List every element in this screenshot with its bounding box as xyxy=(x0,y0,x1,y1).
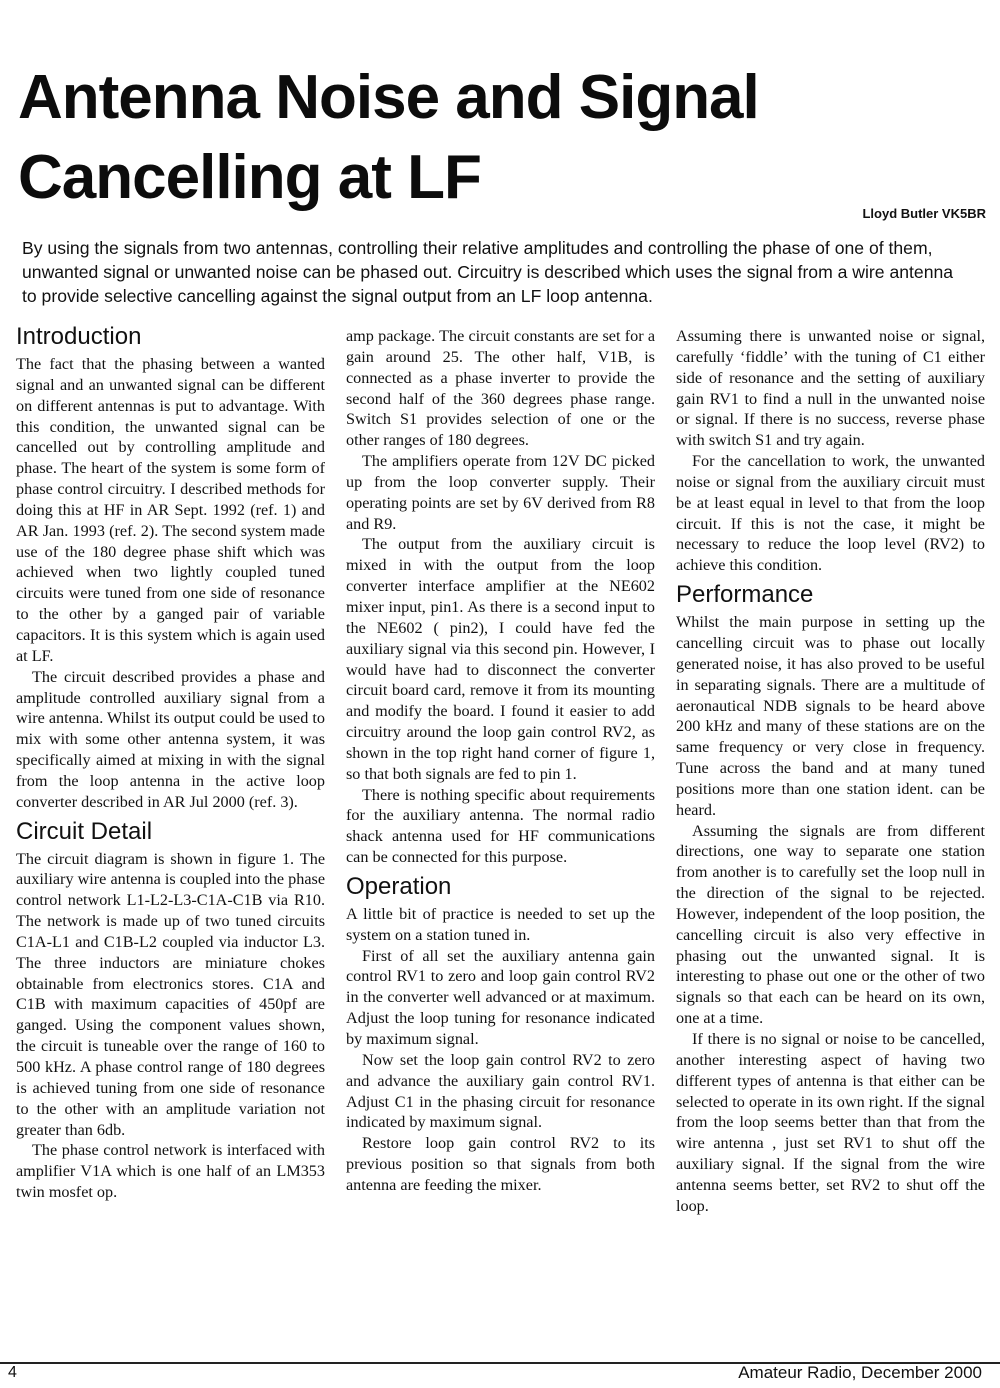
operation-paragraph: Restore loop gain control RV2 to its previous position so that signals from both antenna are feeding the mixer. xyxy=(346,1134,655,1194)
article-lead: By using the signals from two antennas, controlling their relative amplitudes and controlling the phase of one of them, unwanted signal or unwanted noise can be phased out. Circuitry is described which uses the signal from a wire antenna to provide selective cancelling against the signal output from an LF loop antenna. xyxy=(22,238,954,306)
performance-paragraph: Assuming the signals are from different directions, one way to separate one station from another is to carefully set the loop null in the direction of the signal to be rejected. However, independent of the loop position, the cancelling circuit is also very effective in phasing out the unwanted signal. It is interesting to phase out one or the other of two signals so that each can be heard on its own, one at a time. xyxy=(676,821,985,1028)
performance-paragraph: Whilst the main purpose in setting up the cancelling circuit was to phase out locally generated noise, it has also proved to be useful in separating signals. There are a multitude of aeronautical NDB signals to be heard above 200 kHz and many of these stations are on the same frequency or very close in frequency. Tune across the band and at many tuned positions more than one station ident. can be heard. xyxy=(676,613,985,819)
operation-paragraph: Assuming there is unwanted noise or signal, carefully ‘fiddle’ with the tuning of C1 either side of resonance and the setting of auxiliary gain RV1 to find a null in the unwanted noise or signal. If there is no success, reverse phase with switch S1 and try again. xyxy=(676,327,985,450)
circuit-detail-paragraph: The circuit diagram is shown in figure 1. The auxiliary wire antenna is coupled into the phase control network L1-L2-L3-C1A-C1B via R10. The network is made up of two tuned circuits C1A-L1 and C1B-L2 coupled via inductor L3. The three inductors are miniature chokes obtainable from electronics stores. C1A and C1B with maximum capacities of 450pf are ganged. Using the component values shown, the circuit is tuneable over the range of 160 to 500 kHz. A phase control range of 180 degrees is achieved tuning from one side of resonance to the other with an amplitude variation not greater than 6db. xyxy=(16,849,325,1139)
column-3 xyxy=(676,326,985,1336)
article-title xyxy=(18,58,918,218)
column-2 xyxy=(346,326,655,1336)
page-number: 4 xyxy=(8,1364,17,1381)
circuit-detail-heading: Circuit Detail xyxy=(16,817,153,845)
circuit-detail-paragraph: amp package. The circuit constants are set for a gain around 25. The other half, V1B, is connected as a phase inverter to provide the second half of the 360 degrees phase range. Switch S1 provides selection of one or the other ranges of 180 degrees. xyxy=(346,327,655,450)
introduction-paragraph: The fact that the phasing between a wanted signal and an unwanted signal can be different on different antennas is put to advantage. With this condition, the unwanted signal can be cancelled out by controlling amplitude and phase. The heart of the system is some form of phase control circuitry. I described methods for doing this at HF in AR Sept. 1992 (ref. 1) and AR Jan. 1993 (ref. 2). The second system made use of the 180 degree phase shift which was achieved when two lightly coupled tuned circuits were tuned from one side of resonance to the other by a ganged pair of variable capacitors. It is this system which is again used at LF. xyxy=(16,355,325,665)
performance-paragraph: If there is no signal or noise to be cancelled, another interesting aspect of having two different types of antenna is that either can be selected to operate in its own right. If the signal from the loop seems better than that from the wire antenna , just set RV1 to shut off the auxiliary signal. If the signal from the wire antenna seems better, set RV2 to shut off the loop. xyxy=(676,1030,985,1215)
operation-heading: Operation xyxy=(346,872,452,900)
operation-paragraph: Now set the loop gain control RV2 to zero and advance the auxiliary gain control RV1. Adjust C1 in the phasing circuit for resonance indicated by maximum signal. xyxy=(346,1050,655,1132)
author-byline: Lloyd Butler VK5BR xyxy=(862,206,986,221)
introduction-heading: Introduction xyxy=(16,323,142,350)
performance-heading: Performance xyxy=(676,581,814,609)
column-1 xyxy=(16,322,325,1332)
introduction-paragraph: The circuit described provides a phase and amplitude controlled auxiliary signal from a wire antenna. Whilst its output could be used to mix with some other antenna system, it was specifically aimed at mixing in with the signal from the loop antenna in the active loop converter described in AR Jul 2000 (ref. 3). xyxy=(16,667,325,811)
magazine-issue: Amateur Radio, December 2000 xyxy=(738,1363,982,1382)
circuit-detail-paragraph: There is nothing specific about requirements for the auxiliary antenna. The normal radio shack antenna used for HF communications can be connected for this purpose. xyxy=(346,785,655,867)
circuit-detail-paragraph: The amplifiers operate from 12V DC picked up from the loop converter supply. Their operating points are set by 6V derived from R8 and R9. xyxy=(346,452,655,533)
circuit-detail-paragraph: The output from the auxiliary circuit is mixed in with the output from the loop converter interface amplifier at the NE602 mixer input, pin1. As there is a second input to the NE602 ( pin2), I could have fed the auxiliary signal via this second pin. However, I would have had to disconnect the converter circuit board card, remove it from its mounting and modify the board. I found it easier to add circuitry around the loop gain control RV2, as shown in the top right hand corner of figure 1, so that both signals are fed to pin 1. xyxy=(346,535,655,783)
article-title-line2: Cancelling at LF xyxy=(18,143,481,212)
operation-paragraph: First of all set the auxiliary antenna gain control RV1 to zero and loop gain control RV2 in the converter well advanced or at maximum. Adjust the loop tuning for resonance indicated by maximum signal. xyxy=(346,946,655,1048)
circuit-detail-paragraph: The phase control network is interfaced with amplifier V1A which is one half of an LM353 twin mosfet op. xyxy=(16,1141,325,1202)
article-title-line1: Antenna Noise and Signal xyxy=(18,63,759,132)
operation-paragraph: A little bit of practice is needed to set up the system on a station tuned in. xyxy=(346,904,655,944)
operation-paragraph: For the cancellation to work, the unwanted noise or signal from the auxiliary circuit must be at least equal in level to that from the loop circuit. If this is not the case, it might be necessary to reduce the loop level (RV2) to achieve this condition. xyxy=(676,452,985,575)
